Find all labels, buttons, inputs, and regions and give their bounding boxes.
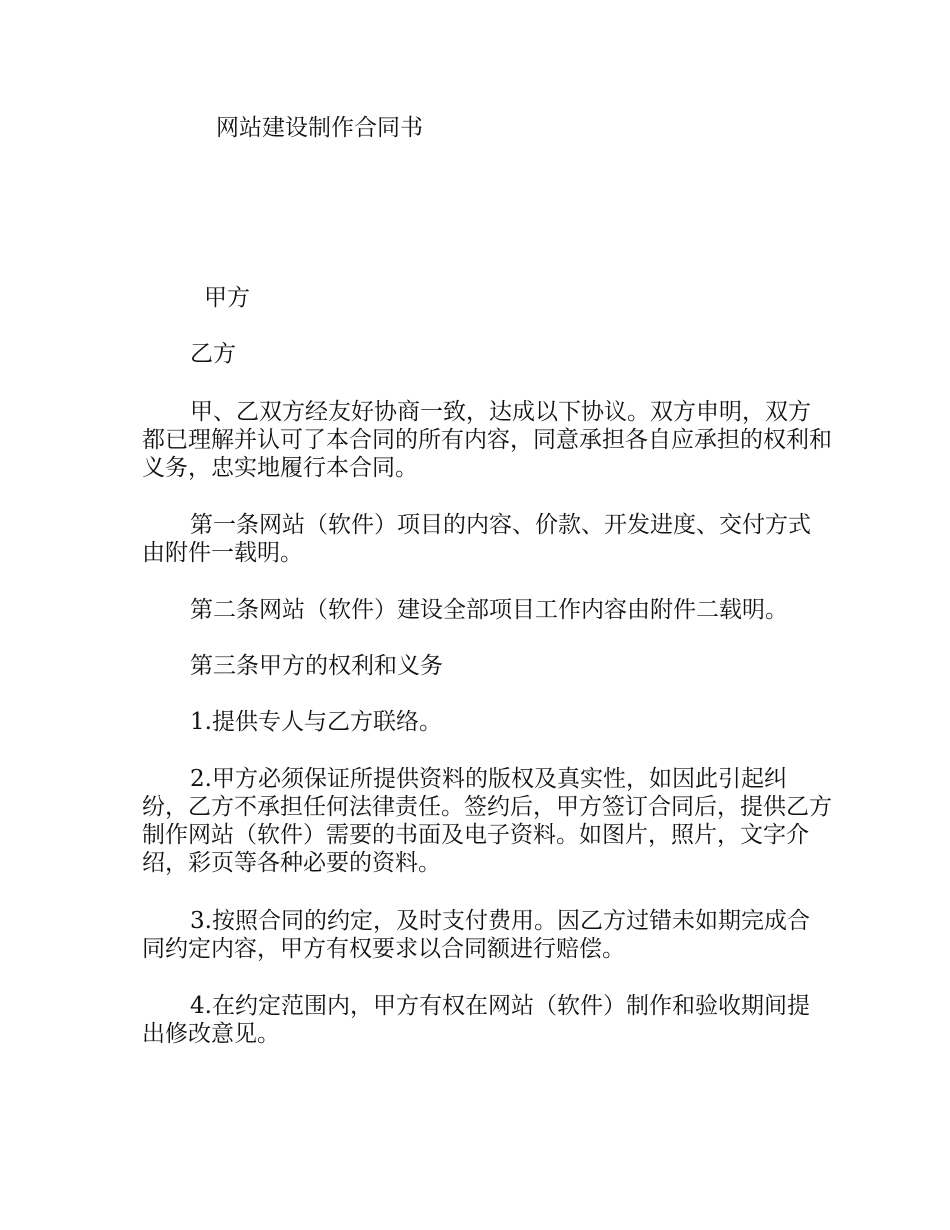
paragraph-item-3: 3.按照合同的约定，及时支付费用。因乙方过错未如期完成合同约定内容，甲方有权要求以合同额进行赔偿。 xyxy=(142,908,810,962)
paragraph-article-2: 第二条网站（软件）建设全部项目工作内容由附件二载明。 xyxy=(190,597,788,623)
paragraph-article-3-heading: 第三条甲方的权利和义务 xyxy=(190,653,443,679)
party-b-label: 乙方 xyxy=(190,341,236,367)
paragraph-article-1: 第一条网站（软件）项目的内容、价款、开发进度、交付方式由附件一载明。 xyxy=(142,512,811,566)
document-title: 网站建设制作合同书 xyxy=(216,115,423,141)
paragraph-item-1: 1.提供专人与乙方联络。 xyxy=(190,709,442,735)
party-a-label: 甲方 xyxy=(204,285,250,311)
paragraph-item-2: 2.甲方必须保证所提供资料的版权及真实性，如因此引起纠纷，乙方不承担任何法律责任。签约后，甲方签订合同后，提供乙方制作网站（软件）需要的书面及电子资料。如图片，照片，文字介绍，彩页等各种必要的资料。 xyxy=(142,766,832,876)
paragraph-agreement: 甲、乙双方经友好协商一致，达成以下协议。双方申明，双方都已理解并认可了本合同的所有内容，同意承担各自应承担的权利和义务，忠实地履行本合同。 xyxy=(142,399,832,481)
paragraph-item-4: 4.在约定范围内，甲方有权在网站（软件）制作和验收期间提出修改意见。 xyxy=(142,993,810,1047)
